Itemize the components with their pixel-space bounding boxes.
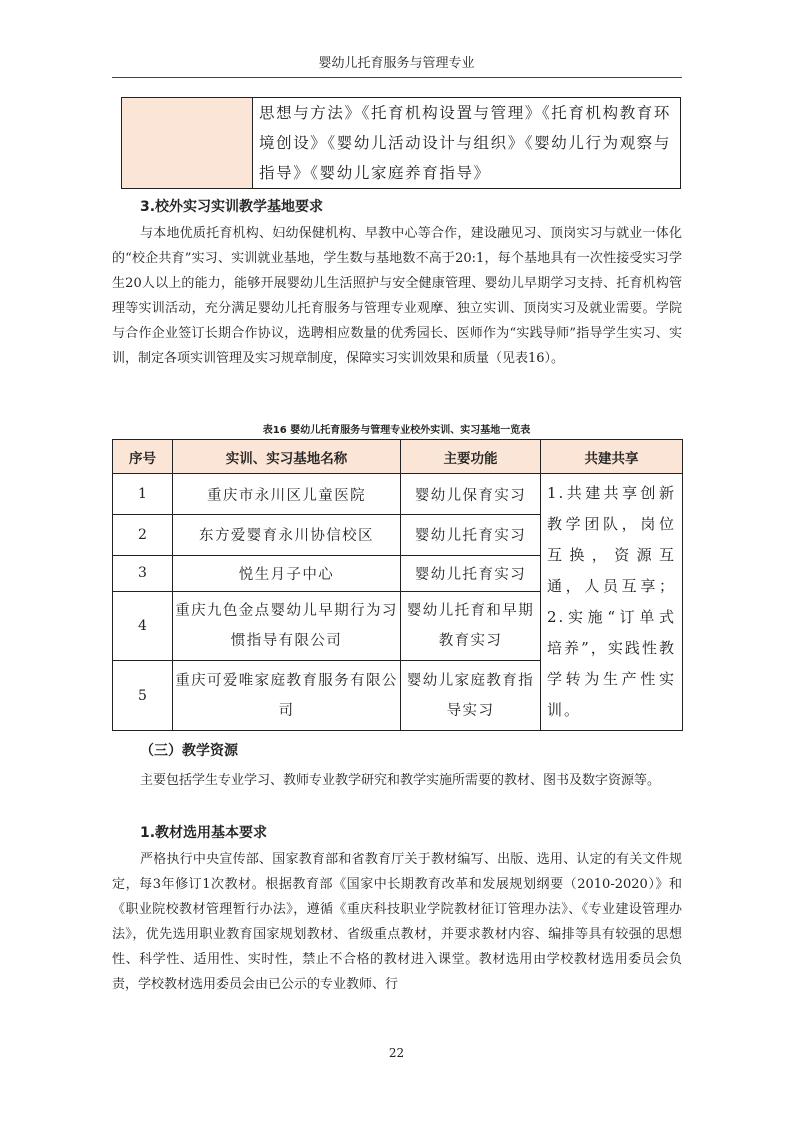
- row-no: 5: [113, 661, 173, 731]
- share-cell: 1.共建共享创新教学团队，岗位互换，资源互通，人员互享；2.实施“订单式培养”，实践性教学转为生产性实训。: [541, 474, 683, 731]
- textbooks-paragraph: 严格执行中央宣传部、国家教育部和省教育厅关于教材编写、出版、选用、认定的有关文件规定，每3年修订1次教材。根据教育部《国家中长期教育改革和发展规划纲要（2010-2020）》和《职业院校教材管理暂行办法》，遵循《重庆科技职业学院教材征订管理办法》、《专业建设管理办法》，优先选用职业教育国家规划教材、省级重点教材，并要求教材内容、编排等具有较强的思想性、科学性、适用性、实时性，禁止不合格的教材进入课堂。教材选用由学校教材选用委员会负责，学校教材选用委员会由已公示的专业教师、行: [112, 852, 682, 992]
- header-no: 序号: [113, 440, 173, 474]
- row-base-name: 悦生月子中心: [173, 555, 401, 591]
- table-header-row: [113, 440, 683, 474]
- section-heading-textbooks: 1.教材选用基本要求: [140, 825, 268, 841]
- row-no: 1: [113, 474, 173, 515]
- row-base-name: 重庆市永川区儿童医院: [173, 474, 401, 515]
- header-name: 实训、实习基地名称: [173, 440, 401, 474]
- row-no: 4: [113, 591, 173, 661]
- resources-paragraph: 主要包括学生专业学习、教师专业教学研究和教学实施所需要的教材、图书及数字资源等。: [140, 773, 661, 788]
- row-base-name: 重庆可爱唯家庭教育服务有限公司: [173, 661, 401, 731]
- row-function: 婴幼儿托育实习: [401, 555, 541, 591]
- table-row: [113, 474, 683, 515]
- page-number: 22: [388, 1046, 405, 1060]
- section-heading-resources: （三）教学资源: [140, 743, 238, 759]
- row-function: 婴幼儿保育实习: [401, 474, 541, 515]
- section-heading-offcampus: 3.校外实习实训教学基地要求: [140, 199, 324, 215]
- table-caption: 表16 婴幼儿托育服务与管理专业校外实训、实习基地一览表: [262, 425, 531, 436]
- course-list-cell: 思想与方法》《托育机构设置与管理》《托育机构教育环境创设》《婴幼儿活动设计与组织》《婴幼儿行为观察与指导》《婴幼儿家庭养育指导》: [253, 98, 681, 189]
- offcampus-paragraph: 与本地优质托育机构、妇幼保健机构、早教中心等合作，建设融见习、顶岗实习与就业一体化的“校企共育”实习、实训就业基地，学生数与基地数不高于20:1，每个基地具有一次性接受实习学生20人以上的能力，能够开展婴幼儿生活照护与安全健康管理、婴幼儿早期学习支持、托育机构管理等实训活动，充分满足婴幼儿托育服务与管理专业观摩、独立实训、顶岗实习及就业需要。学院与合作企业签订长期合作协议，选聘相应数量的优秀园长、医师作为“实践导师”指导学生实习、实训，制定各项实训管理及实习规章制度，保障实习实训效果和质量（见表16）。: [112, 226, 682, 366]
- row-function: 婴幼儿托育和早期教育实习: [401, 591, 541, 661]
- row-base-name: 重庆九色金点婴幼儿早期行为习惯指导有限公司: [173, 591, 401, 661]
- header-share: 共建共享: [541, 440, 683, 474]
- shaded-cell: [122, 98, 253, 189]
- practice-base-table: [112, 439, 683, 731]
- running-header: 婴幼儿托育服务与管理专业: [318, 56, 475, 71]
- row-function: 婴幼儿家庭教育指导实习: [401, 661, 541, 731]
- header-rule: [112, 77, 682, 78]
- header-function: 主要功能: [401, 440, 541, 474]
- row-function: 婴幼儿托育实习: [401, 515, 541, 555]
- row-base-name: 东方爱婴育永川协信校区: [173, 515, 401, 555]
- row-no: 2: [113, 515, 173, 555]
- row-no: 3: [113, 555, 173, 591]
- continued-table: [121, 97, 681, 189]
